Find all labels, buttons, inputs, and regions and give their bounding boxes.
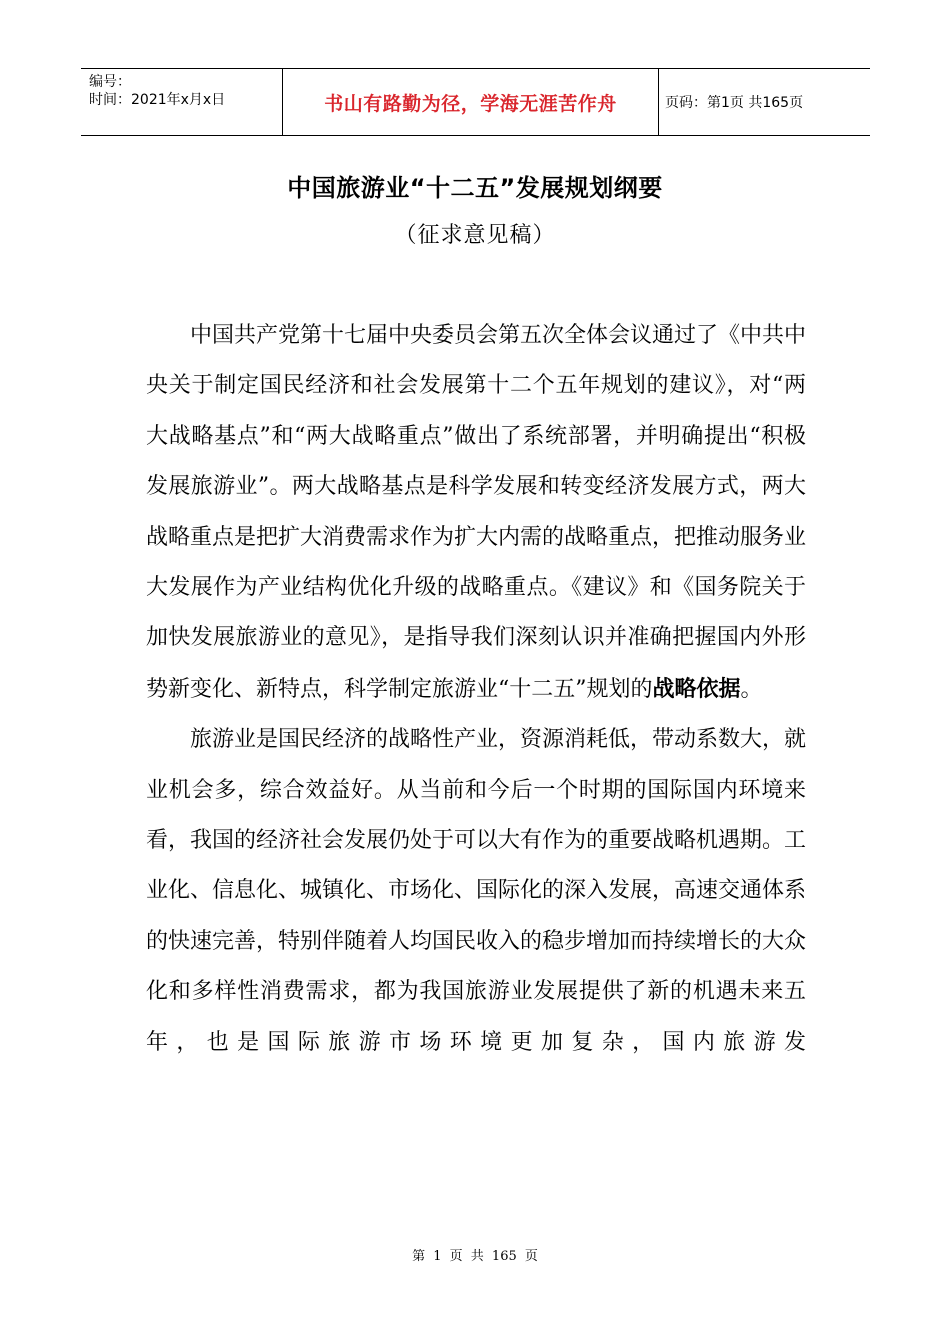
paragraph-1-text: 中国共产党第十七届中央委员会第五次全体会议通过了《中共中央关于制定国民经济和社会发展第十二个五年规划的建议》，对“两大战略基点”和“两大战略重点”做出了系统部署，并明确提出“积极发展旅游业”。两大战略基点是科学发展和转变经济发展方式，两大战略重点是把扩大消费需求作为扩大内需的战略重点，把推动服务业大发展作为产业结构优化升级的战略重点。《建议》和《国务院关于加快发展旅游业的意见》，是指导我们深刻认识并准确把握国内外形势新变化、新特点，科学制定旅游业“十二五”规划的 bbox=[146, 323, 807, 702]
header-motto: 书山有路勤为径，学海无涯苦作舟 bbox=[324, 92, 617, 115]
page-footer: 第 1 页 共 165 页 bbox=[412, 1249, 538, 1264]
header-number-label: 编号： bbox=[89, 74, 131, 90]
header-page-info: 页码：第1页 共165页 bbox=[665, 95, 804, 111]
header-motto-cell bbox=[283, 69, 659, 135]
paragraph-1-end: 。 bbox=[740, 676, 763, 702]
header-page-cell bbox=[659, 69, 870, 135]
header-table bbox=[81, 68, 870, 136]
document-subtitle: （征求意见稿） bbox=[394, 223, 556, 248]
paragraph-1-emphasis: 战略依据 bbox=[652, 675, 741, 702]
header-meta-cell bbox=[81, 69, 283, 135]
paragraph-2: 旅游业是国民经济的战略性产业，资源消耗低，带动系数大，就业机会多，综合效益好。从当前和今后一个时期的国际国内环境来看，我国的经济社会发展仍处于可以大有作为的重要战略机遇期。工业化、信息化、城镇化、市场化、国际化的深入发展，高速交通体系的快速完善，特别伴随着人均国民收入的稳步增加而持续增长的大众化和多样性消费需求，都为我国旅游业发展提供了新的机遇未来五年，也是国际旅游市场环境更加复杂，国内旅游发 bbox=[146, 727, 807, 1055]
paragraph-1 bbox=[146, 311, 806, 715]
document-title: 中国旅游业“十二五”发展规划纲要 bbox=[287, 174, 663, 202]
header-time-label: 时间：2021年x月x日 bbox=[89, 92, 226, 108]
document-body bbox=[146, 311, 806, 1068]
